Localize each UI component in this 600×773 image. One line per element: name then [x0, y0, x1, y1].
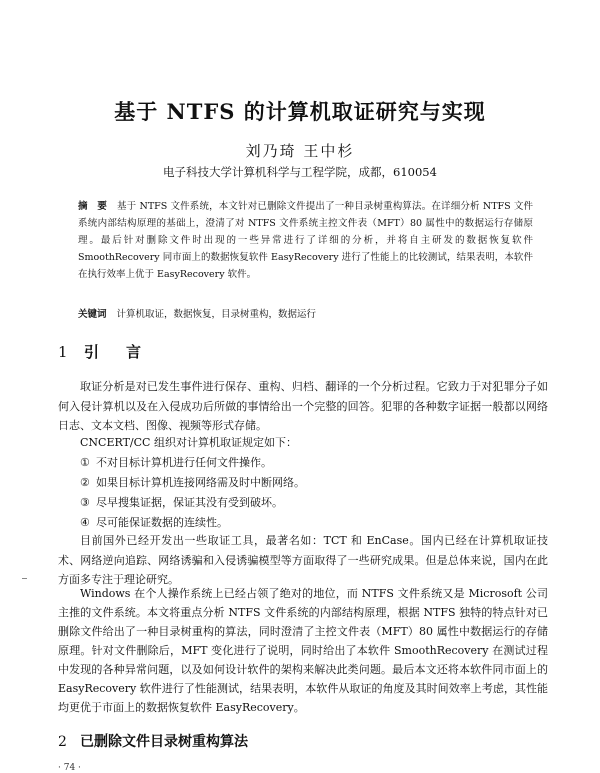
list-item-text: 如果目标计算机连接网络需及时中断网络。	[96, 476, 305, 489]
intro-paragraph-2: CNCERT/CC 组织对计算机取证规定如下：	[80, 436, 297, 449]
list-marker: ③	[80, 496, 90, 509]
intro-paragraph-1: 取证分析是对已发生事件进行保存、重构、归档、翻译的一个分析过程。它致力于对犯罪分子如何入侵计算机以及在入侵成功后所做的事情给出一个完整的回答。犯罪的各种数字证据一般都以网络日志、文本文档、图像、视频等形式存储。	[58, 380, 548, 432]
abstract-label: 摘 要	[78, 201, 107, 212]
section-1-number: 1	[58, 343, 74, 361]
section-2-heading	[58, 731, 248, 751]
paper-authors: 刘乃琦 王中杉	[245, 142, 355, 160]
list-item-text: 不对目标计算机进行任何文件操作。	[96, 456, 272, 469]
list-marker: ②	[80, 476, 90, 489]
section-1-title: 引 言	[84, 343, 148, 361]
abstract	[78, 198, 533, 283]
abstract-text: 基于 NTFS 文件系统，本文针对已删除文件提出了一种目录树重构算法。在详细分析 NTFS 文件系统内部结构原理的基础上，澄清了对 NTFS 文件系统主控文件表（MFT）80 属性中的数据运行存储原理。最后针对删除文件时出现的一些异常进行了详细的分析，并将自主研发的数据恢复软件 SmoothRecovery 同市面上的数据恢复软件 EasyRecovery 进行了性能上的比较测试，结果表明，本软件在执行效率上优于 EasyRecovery 软件。	[78, 201, 533, 280]
list-item	[80, 493, 305, 513]
section-2-number: 2	[58, 734, 67, 750]
list-item-text: 尽早搜集证据，保证其没有受到破坏。	[96, 496, 283, 509]
list-item	[80, 473, 305, 493]
section-1-heading	[58, 341, 147, 362]
list-marker: ④	[80, 516, 90, 529]
margin-mark	[22, 578, 27, 579]
section-2-title: 已删除文件目录树重构算法	[80, 734, 248, 750]
list-item	[80, 453, 305, 473]
paper-affiliation: 电子科技大学计算机科学与工程学院，成都，610054	[163, 165, 437, 179]
keywords-text: 计算机取证，数据恢复，目录树重构，数据运行	[116, 309, 317, 320]
intro-paragraph-4: Windows 在个人操作系统上已经占领了绝对的地位，而 NTFS 文件系统又是 Microsoft 公司主推的文件系统。本文将重点分析 NTFS 文件系统的内部结构原理，根据 NTFS 独特的特点针对已删除文件给出了一种目录树重构的算法，同时澄清了主控文件表（MFT）80 属性中数据运行的存储原理。针对文件删除后，MFT 变化进行了说明，同时给出了本软件 SmoothRecovery 在测试过程中发现的各种异常问题，以及如何设计软件的架构来解决此类问题。最后本文还将本软件同市面上的 EasyRecovery 软件进行了性能测试，结果表明，本软件从取证的角度及其时间效率上考虑，其性能均更优于市面上的数据恢复软件 EasyRecovery。	[58, 587, 548, 714]
list-marker: ①	[80, 456, 90, 469]
page-number: · 74 ·	[58, 763, 81, 773]
list-item	[80, 513, 305, 533]
paper-title: 基于 NTFS 的计算机取证研究与实现	[114, 99, 486, 124]
intro-paragraph-3: 目前国外已经开发出一些取证工具，最著名如：TCT 和 EnCase。国内已经在计算机取证技术、网络逆向追踪、网络诱骗和入侵诱骗模型等方面取得了一些研究成果。但是总体来说，国内在此方面多专注于理论研究。	[58, 534, 548, 586]
keywords	[78, 307, 533, 323]
keywords-label: 关键词	[78, 309, 107, 320]
list-item-text: 尽可能保证数据的连续性。	[96, 516, 228, 529]
forensics-rules-list	[80, 453, 305, 533]
